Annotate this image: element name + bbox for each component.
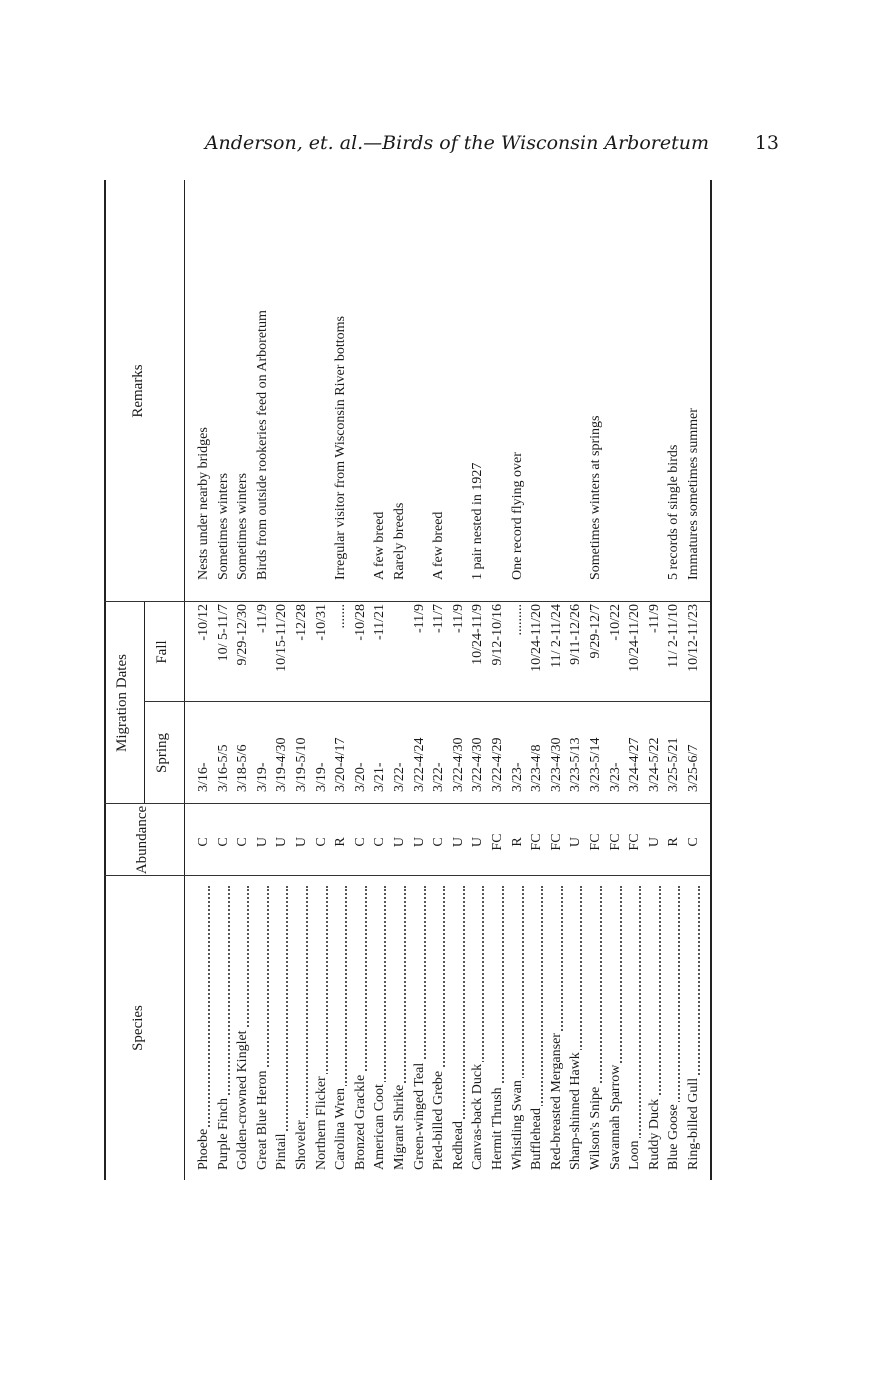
- fall-date-cell: .......: [333, 604, 349, 629]
- header-bottom-rule: [184, 180, 185, 1180]
- abundance-cell: C: [431, 837, 447, 847]
- fall-date-cell: -10/31: [313, 604, 329, 641]
- table-row: [449, 180, 469, 1180]
- remarks-cell: A few breed: [372, 511, 388, 580]
- species-cell: [664, 880, 684, 1170]
- fall-date-cell: -11/7: [431, 604, 447, 634]
- species-cell: [508, 880, 528, 1170]
- species-name: Ring-billed Gull: [686, 1077, 701, 1170]
- table-row: [645, 180, 665, 1180]
- remarks-cell: 1 pair nested in 1927: [470, 462, 486, 580]
- header-migration-dates: Migration Dates: [114, 654, 130, 752]
- abundance-cell: U: [646, 836, 662, 848]
- spring-date-cell: 3/19-4/30: [274, 737, 290, 792]
- spring-date-cell: 3/23-4/30: [548, 737, 564, 792]
- remarks-cell: [527, 180, 547, 582]
- table-row: [272, 180, 292, 1180]
- table-row: [194, 180, 214, 1180]
- fall-date-cell: 9/29-12/30: [235, 604, 251, 666]
- remarks-cell: A few breed: [431, 511, 447, 580]
- spring-date-cell: 3/25-6/7: [686, 744, 701, 792]
- header-abundance: Abundance: [134, 805, 150, 875]
- remarks-cell: Nests under nearby bridges: [196, 427, 211, 580]
- fall-date-cell: 9/11-12/26: [568, 604, 584, 665]
- abundance-cell: FC: [627, 833, 643, 851]
- fall-date-cell: -11/9: [254, 604, 270, 634]
- species-name: Blue Goose: [666, 1104, 682, 1170]
- fall-date-cell: 11/ 2-11/24: [548, 604, 564, 668]
- table-row: [625, 180, 645, 1180]
- spring-date-cell: 3/23-5/14: [588, 737, 603, 792]
- abundance-cell: FC: [588, 833, 603, 851]
- spring-date-cell: 3/20-: [352, 762, 368, 792]
- species-name: Canvas-back Duck: [470, 1063, 486, 1170]
- species-name: Red-breasted Merganser: [548, 1033, 564, 1170]
- remarks-cell: Sometimes winters at springs: [588, 415, 603, 580]
- species-cell: [468, 880, 488, 1170]
- species-cell: [429, 880, 449, 1170]
- species-cell: [645, 880, 665, 1170]
- species-name: Sharp-shinned Hawk: [568, 1052, 584, 1170]
- fall-date-cell: 9/29-12/7: [588, 604, 603, 659]
- species-name: Loon: [627, 1140, 643, 1170]
- species-name: Redhead: [450, 1121, 466, 1170]
- species-name: Hermit Thrush: [490, 1087, 505, 1170]
- spring-date-cell: 3/24-4/27: [627, 737, 643, 792]
- spring-date-cell: 3/16-5/5: [215, 744, 231, 792]
- remarks-cell: Birds from outside rookeries feed on Arboretum: [254, 310, 270, 580]
- species-name: Whistling Swan: [509, 1080, 525, 1170]
- fall-date-cell: -10/28: [352, 604, 368, 641]
- spring-date-cell: 3/25-5/21: [666, 737, 682, 792]
- abundance-cell: R: [333, 837, 349, 847]
- species-name: Savannah Sparrow: [607, 1064, 623, 1170]
- species-cell: [449, 880, 469, 1170]
- table-row: [684, 180, 704, 1180]
- abundance-cell: U: [568, 836, 584, 848]
- table-row: [390, 180, 410, 1180]
- species-name: American Coot: [372, 1084, 388, 1170]
- spring-date-cell: 3/22-: [392, 762, 407, 792]
- table-row: [331, 180, 351, 1180]
- abundance-cell: U: [392, 836, 407, 848]
- species-name: Bronzed Grackle: [352, 1074, 368, 1170]
- remarks-cell: Irregular visitor from Wisconsin River bottoms: [333, 316, 349, 580]
- species-name: Northern Flicker: [313, 1076, 329, 1170]
- species-name: Carolina Wren: [333, 1088, 349, 1170]
- species-name: Migrant Shrike: [392, 1084, 407, 1170]
- header-species: Species: [130, 1005, 146, 1051]
- spring-date-cell: 3/19-: [254, 762, 270, 792]
- table-row: [547, 180, 567, 1180]
- species-name: Pintail: [274, 1133, 290, 1170]
- species-cell: [233, 880, 253, 1170]
- page-number: 13: [754, 132, 779, 154]
- species-cell: [312, 880, 332, 1170]
- remarks-cell: [312, 180, 332, 582]
- fall-date-cell: -10/22: [607, 604, 623, 641]
- table-row: [233, 180, 253, 1180]
- table-row: [508, 180, 528, 1180]
- fall-date-cell: -12/28: [294, 604, 309, 641]
- species-cell: [390, 880, 410, 1170]
- fall-date-cell: -10/12: [196, 604, 211, 641]
- spring-date-cell: 3/21-: [372, 762, 388, 792]
- remarks-cell: [449, 180, 469, 582]
- table-row: [429, 180, 449, 1180]
- species-cell: [684, 880, 704, 1170]
- fall-date-cell: 10/24-11/20: [627, 604, 643, 672]
- species-cell: [370, 880, 390, 1170]
- species-cell: [606, 880, 626, 1170]
- spring-date-cell: 3/22-: [431, 762, 447, 792]
- spring-date-cell: 3/22-4/30: [450, 737, 466, 792]
- abundance-cell: FC: [607, 833, 623, 851]
- species-cell: [488, 880, 508, 1170]
- fall-date-cell: 10/ 5-11/7: [215, 604, 231, 662]
- table-row: [351, 180, 371, 1180]
- abundance-cell: R: [666, 837, 682, 847]
- table-row: [370, 180, 390, 1180]
- species-cell: [253, 880, 273, 1170]
- remarks-cell: [645, 180, 665, 582]
- species-name: Great Blue Heron: [254, 1070, 270, 1170]
- species-name: Golden-crowned Kinglet: [235, 1030, 251, 1170]
- species-cell: [527, 880, 547, 1170]
- fall-date-cell: 9/12-10/16: [490, 604, 505, 666]
- fall-date-cell: -11/9: [450, 604, 466, 634]
- species-cell: [566, 880, 586, 1170]
- running-title: Anderson, et. al.—Birds of the Wisconsin Arboretum: [204, 132, 709, 154]
- abundance-cell: U: [450, 836, 466, 848]
- spring-date-cell: 3/16-: [196, 762, 211, 792]
- species-cell: [272, 880, 292, 1170]
- remarks-cell: [410, 180, 430, 582]
- table-row: [253, 180, 273, 1180]
- species-name: Bufflehead: [529, 1108, 545, 1170]
- species-name: Ruddy Duck: [646, 1098, 662, 1170]
- fall-date-cell: 10/24-11/20: [529, 604, 545, 672]
- table-row: [586, 180, 606, 1180]
- abundance-cell: C: [215, 837, 231, 847]
- species-cell: [214, 880, 234, 1170]
- remarks-cell: [272, 180, 292, 582]
- species-cell: [194, 880, 214, 1170]
- abundance-cell: C: [686, 837, 701, 847]
- species-name: Shoveler: [294, 1120, 309, 1170]
- remarks-cell: Immatures sometimes summer: [686, 408, 701, 580]
- abundance-cell: U: [411, 836, 427, 848]
- spring-date-cell: 3/23-5/13: [568, 737, 584, 792]
- abundance-cell: C: [352, 837, 368, 847]
- table-row: [292, 180, 312, 1180]
- abundance-cell: C: [196, 837, 211, 847]
- table-bottom-rule: [710, 180, 712, 1180]
- abundance-cell: U: [254, 836, 270, 848]
- header-spring: Spring: [154, 733, 170, 774]
- species-cell: [331, 880, 351, 1170]
- fall-date-cell: -11/9: [411, 604, 427, 634]
- species-name: Green-winged Teal: [411, 1062, 427, 1170]
- abundance-cell: U: [294, 836, 309, 848]
- abundance-cell: FC: [529, 833, 545, 851]
- migration-table: [104, 180, 714, 1180]
- remarks-cell: 5 records of single birds: [666, 444, 682, 580]
- spring-date-cell: 3/20-4/17: [333, 737, 349, 792]
- abundance-cell: C: [235, 837, 251, 847]
- table-row: [566, 180, 586, 1180]
- fall-date-cell: -11/21: [372, 604, 388, 641]
- species-name: Phoebe: [196, 1128, 211, 1170]
- page-header: [0, 132, 887, 162]
- leader-dots: [272, 886, 288, 1170]
- table-row: [488, 180, 508, 1180]
- migration-subheader-rule: [144, 602, 145, 804]
- header-remarks: Remarks: [130, 364, 146, 418]
- abundance-cell: U: [274, 836, 290, 848]
- species-name: Purple Finch: [215, 1098, 231, 1170]
- fall-date-cell: 10/12-11/23: [686, 604, 701, 672]
- spring-date-cell: 3/22-4/30: [470, 737, 486, 792]
- abundance-cell: C: [372, 837, 388, 847]
- fall-date-cell: .........: [509, 604, 525, 636]
- table-row: [468, 180, 488, 1180]
- remarks-cell: [625, 180, 645, 582]
- remarks-cell: [566, 180, 586, 582]
- fall-date-cell: -11/9: [646, 604, 662, 634]
- spring-date-cell: 3/23-: [509, 762, 525, 792]
- species-cell: [547, 880, 567, 1170]
- spring-date-cell: 3/23-4/8: [529, 744, 545, 792]
- header-fall: Fall: [154, 640, 170, 664]
- table-row: [527, 180, 547, 1180]
- species-cell: [410, 880, 430, 1170]
- species-cell: [586, 880, 606, 1170]
- remarks-cell: Sometimes winters: [235, 473, 251, 580]
- table-row: [410, 180, 430, 1180]
- spring-date-cell: 3/22-4/29: [490, 737, 505, 792]
- abundance-cell: U: [470, 836, 486, 848]
- table-row: [606, 180, 626, 1180]
- species-name: Pied-billed Grebe: [431, 1070, 447, 1170]
- remarks-cell: [488, 180, 508, 582]
- fall-date-cell: [390, 604, 410, 696]
- species-cell: [351, 880, 371, 1170]
- abundance-cell: FC: [490, 833, 505, 851]
- table-row: [312, 180, 332, 1180]
- table-container: [104, 180, 714, 1180]
- table-row: [214, 180, 234, 1180]
- remarks-cell: [547, 180, 567, 582]
- remarks-cell: [606, 180, 626, 582]
- remarks-cell: Sometimes winters: [215, 473, 231, 580]
- spring-date-cell: 3/19-5/10: [294, 737, 309, 792]
- abundance-cell: C: [313, 837, 329, 847]
- spring-date-cell: 3/22-4/24: [411, 737, 427, 792]
- fall-date-cell: 11/ 2-11/10: [666, 604, 682, 668]
- fall-date-cell: 10/24-11/9: [470, 604, 486, 665]
- abundance-cell: R: [509, 837, 525, 847]
- species-name: Wilson's Snipe: [588, 1086, 603, 1170]
- species-cell: [292, 880, 312, 1170]
- table-top-rule: [104, 180, 106, 1180]
- remarks-cell: [292, 180, 312, 582]
- remarks-cell: Rarely breeds: [392, 502, 407, 580]
- fall-date-cell: 10/15-11/20: [274, 604, 290, 672]
- table-row: [664, 180, 684, 1180]
- remarks-cell: [351, 180, 371, 582]
- spring-date-cell: 3/23-: [607, 762, 623, 792]
- spring-date-cell: 3/18-5/6: [235, 744, 251, 792]
- leader-dots: [625, 886, 641, 1170]
- species-cell: [625, 880, 645, 1170]
- spring-date-cell: 3/19-: [313, 762, 329, 792]
- spring-date-cell: 3/24-5/22: [646, 737, 662, 792]
- abundance-cell: FC: [548, 833, 564, 851]
- remarks-cell: One record flying over: [509, 452, 525, 580]
